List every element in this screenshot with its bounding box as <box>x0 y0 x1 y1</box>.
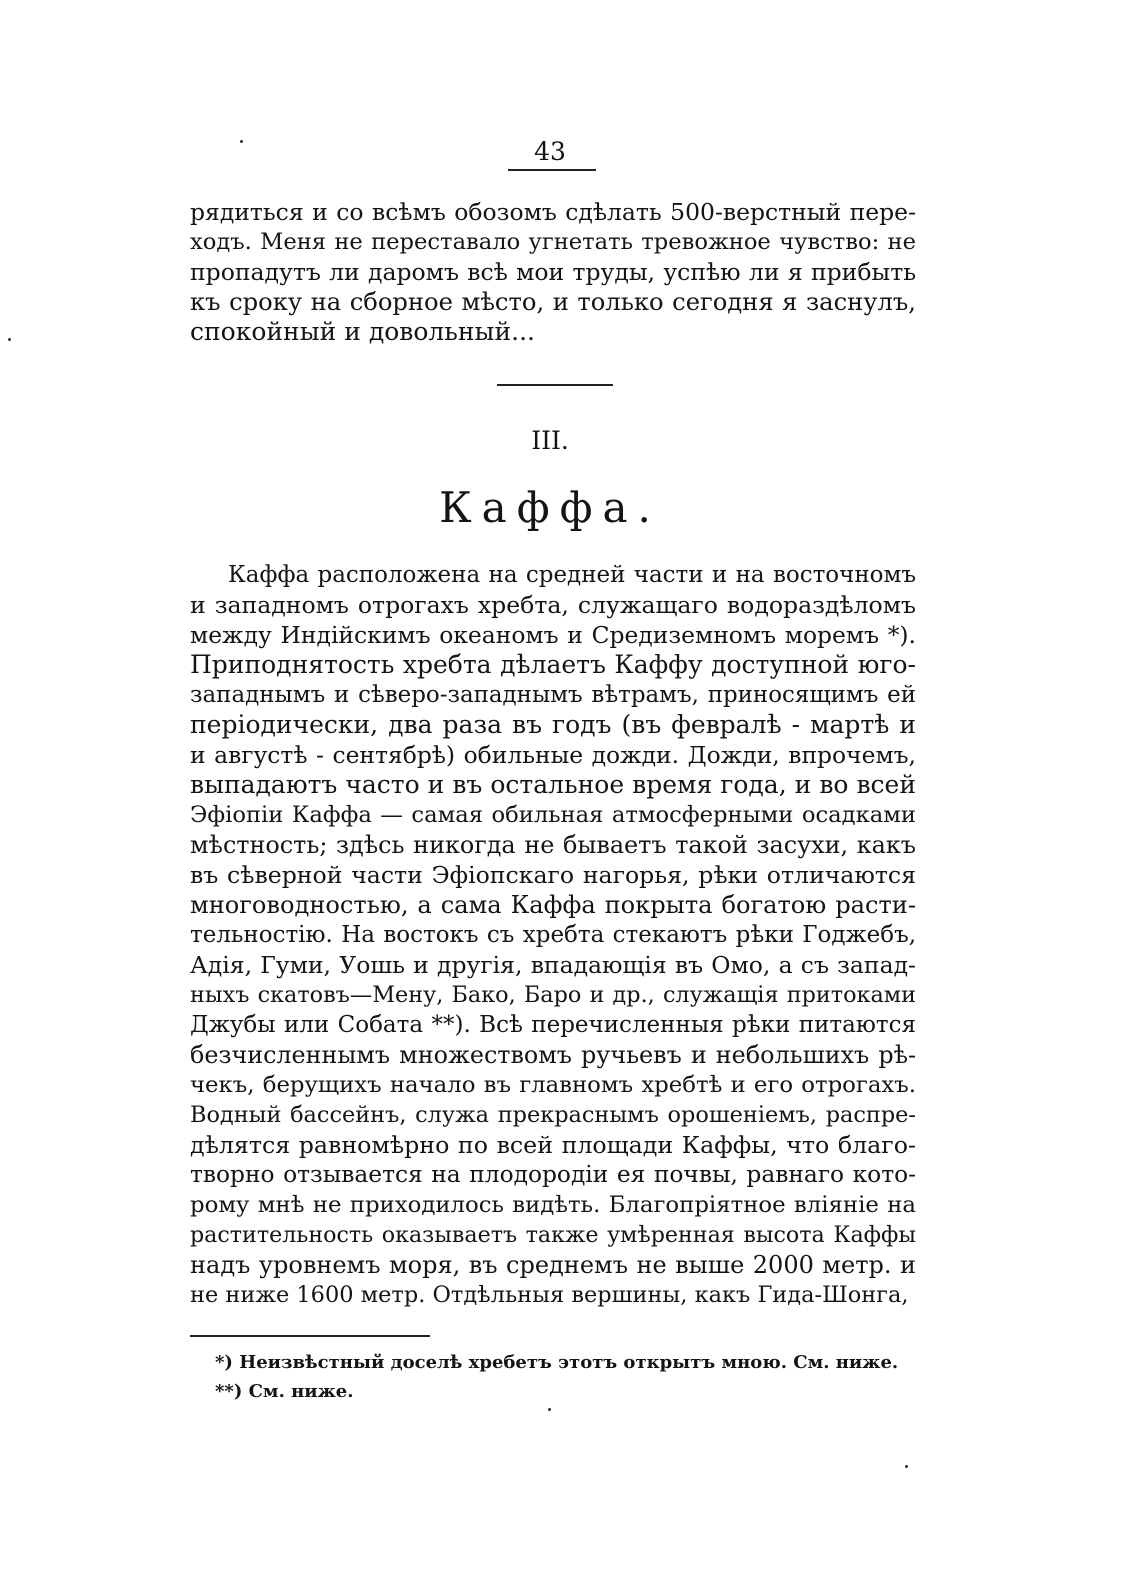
text-line: рому мнѣ не приходилось видѣть. Благопріятное вліяніе на <box>190 1192 916 1218</box>
text-line: выпадаютъ часто и въ остальное время года, и во всей <box>190 770 916 799</box>
text-line: Адія, Гуми, Уошь и другія, впадающія въ Омо, а съ запад- <box>190 951 916 979</box>
text-line: ныхъ скатовъ—Мену, Бако, Баро и др., служащія притоками <box>190 982 916 1008</box>
text-line: надъ уровнемъ моря, въ среднемъ не выше 2000 метр. и <box>190 1251 916 1279</box>
text-line: въ сѣверной части Эфіопскаго нагорья, рѣки отличаются <box>190 861 916 889</box>
text-line: Джубы или Собата **). Всѣ перечисленныя рѣки питаются <box>190 1012 916 1038</box>
text-line: Приподнятость хребта дѣлаетъ Каффу доступной юго- <box>190 650 916 679</box>
scan-speck <box>905 1465 908 1468</box>
text-line: между Индійскимъ океаномъ и Средиземномъ моремъ *). <box>190 621 916 649</box>
text-line: спокойный и довольный... <box>190 317 535 346</box>
text-line: не ниже 1600 метр. Отдѣльныя вершины, какъ Гида-Шонга, <box>190 1282 909 1308</box>
footnote-rule <box>190 1335 430 1337</box>
text-line: дѣлятся равномѣрно по всей площади Каффы, что благо- <box>190 1131 916 1159</box>
opening-paragraph <box>190 197 916 347</box>
text-line: пропадутъ ли даромъ всѣ мои труды, успѣю ли я прибыть <box>190 258 916 286</box>
scan-speck <box>548 1408 551 1411</box>
text-line: западнымъ и сѣверо-западнымъ вѣтрамъ, приносящимъ ей <box>190 682 916 708</box>
main-paragraph <box>190 560 916 1320</box>
section-number: III. <box>531 426 569 455</box>
section-divider <box>497 384 613 386</box>
text-line: творно отзывается на плодородіи ея почвы, равнаго кото- <box>190 1161 916 1188</box>
text-line: растительность оказываетъ также умѣренная высота Каффы <box>190 1222 916 1248</box>
text-line: безчисленнымъ множествомъ ручьевъ и небольшихъ рѣ- <box>190 1041 916 1069</box>
text-line: періодически, два раза въ годъ (въ февралѣ - мартѣ и <box>190 710 916 739</box>
scan-speck <box>240 140 243 143</box>
text-line: чекъ, берущихъ начало въ главномъ хребтѣ и его отрогахъ. <box>190 1072 916 1098</box>
text-line: и августѣ - сентябрѣ) обильные дожди. Дожди, впрочемъ, <box>190 741 916 769</box>
text-line: и западномъ отрогахъ хребта, служащаго водораздѣломъ <box>190 591 916 619</box>
text-line: ходъ. Меня не переставало угнетать тревожное чувство: не <box>190 229 916 255</box>
page-number: 43 <box>534 137 566 166</box>
scan-speck <box>8 338 11 341</box>
text-line: Эфіопіи Каффа — самая обильная атмосферными осадками <box>190 802 916 828</box>
page-number-rule <box>508 169 596 171</box>
footnote: *) Неизвѣстный доселѣ хребетъ этотъ открытъ мною. См. ниже. <box>215 1352 899 1373</box>
text-line: рядиться и со всѣмъ обозомъ сдѣлать 500-верстный пере- <box>190 198 916 226</box>
text-line: Каффа расположена на средней части и на восточномъ <box>228 562 916 588</box>
text-line: къ сроку на сборное мѣсто, и только сегодня я заснулъ, <box>190 288 916 316</box>
text-line: мѣстность; здѣсь никогда не бываетъ такой засухи, какъ <box>190 831 916 859</box>
text-line: тельностію. На востокъ съ хребта стекаютъ рѣки Годжебъ, <box>190 922 916 948</box>
footnotes <box>215 1348 915 1406</box>
text-line: Водный бассейнъ, служа прекраснымъ орошеніемъ, распре- <box>190 1102 916 1128</box>
chapter-title: Каффа. <box>439 483 661 532</box>
footnote: **) См. ниже. <box>215 1381 354 1402</box>
text-line: многоводностью, а сама Каффа покрыта богатою расти- <box>190 891 916 919</box>
